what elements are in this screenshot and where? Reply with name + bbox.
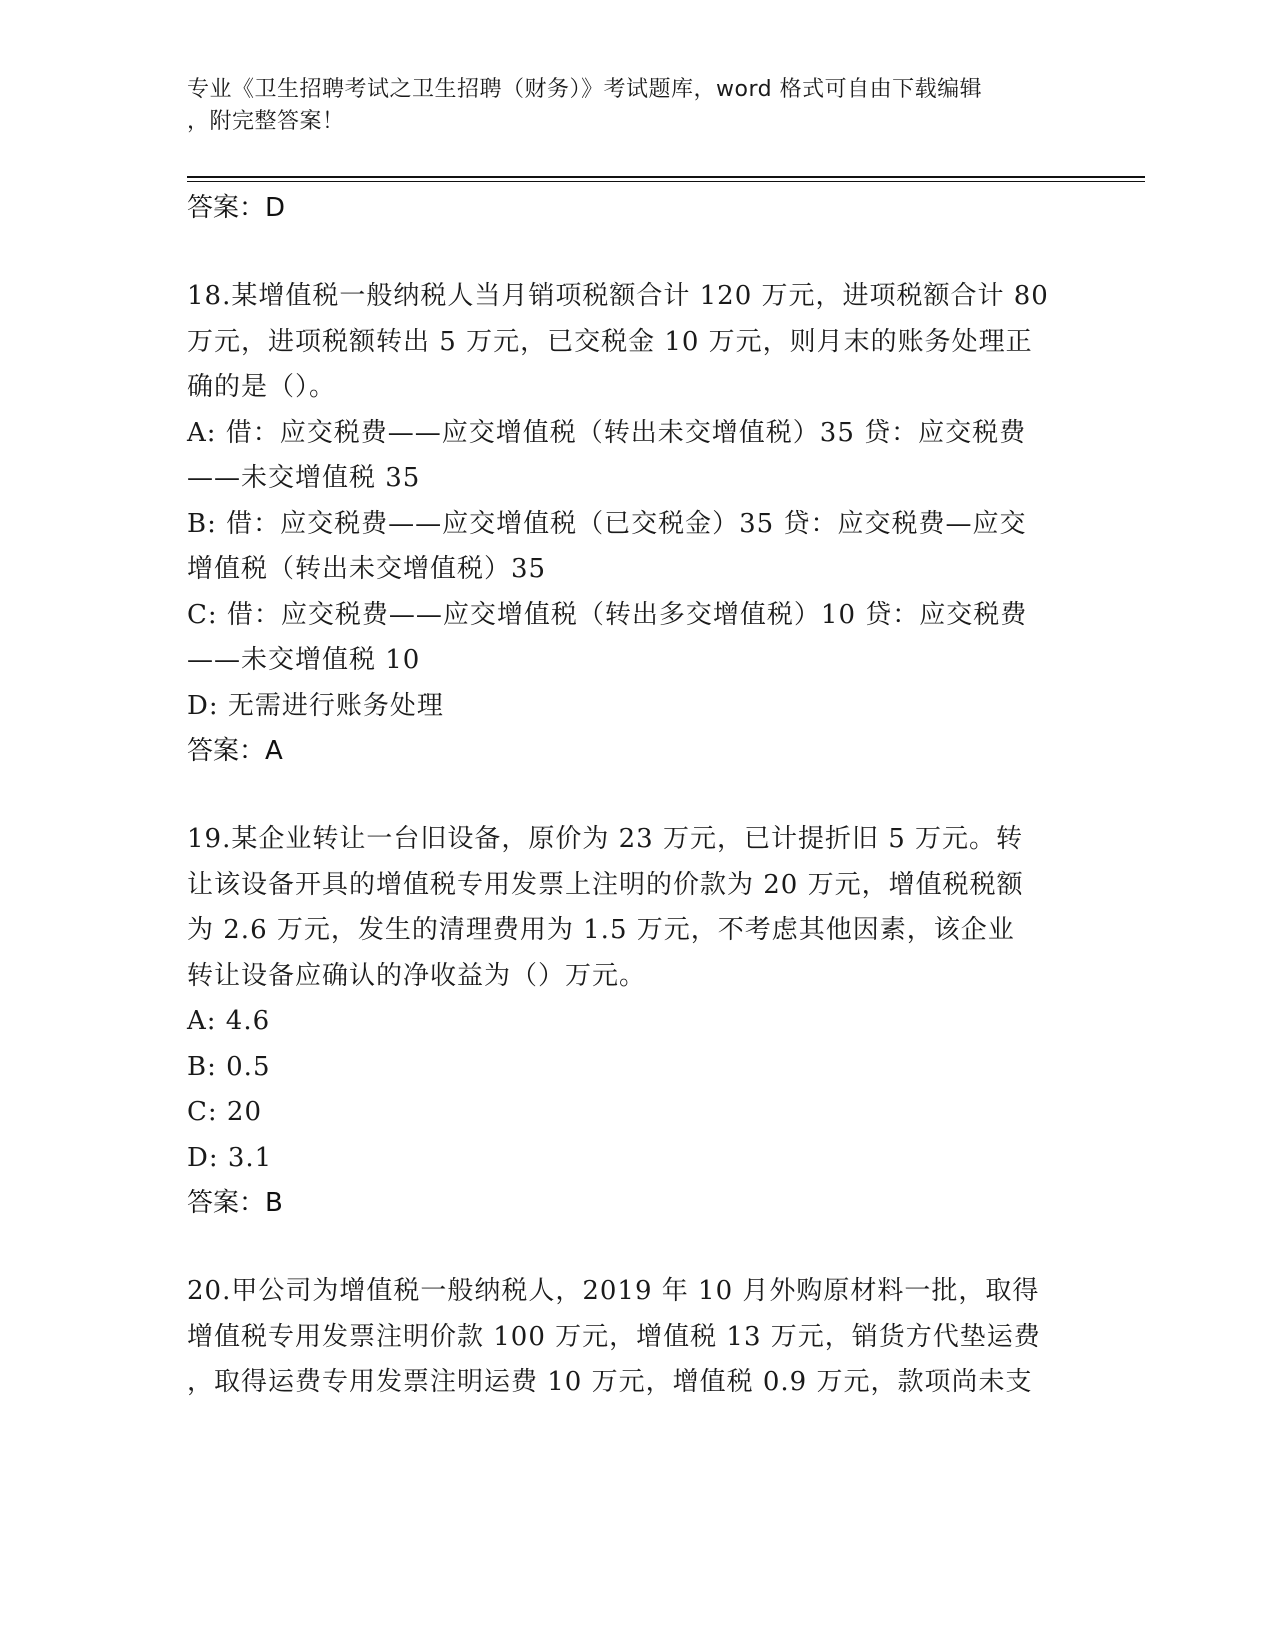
option-a-line: A: 借：应交税费——应交增值税（转出未交增值税）35 贷：应交税费 [187, 417, 1027, 448]
option-c-line: ——未交增值税 10 [187, 645, 421, 675]
question-text-line: 20.甲公司为增值税一般纳税人，2019 年 10 月外购原材料一批，取得 [187, 1276, 1040, 1306]
header-rule-thick [187, 176, 1145, 178]
question-text-line: 为 2.6 万元，发生的清理费用为 1.5 万元，不考虑其他因素，该企业 [187, 915, 1015, 945]
question-18 [187, 274, 1087, 773]
question-19 [187, 817, 1087, 1225]
option-b-line: B: 0.5 [187, 1051, 271, 1082]
answer-label: 答案：A [187, 736, 283, 766]
question-text-line: 18.某增值税一般纳税人当月销项税额合计 120 万元，进项税额合计 80 [187, 281, 1049, 311]
option-b-line: 增值税（转出未交增值税）35 [187, 554, 547, 584]
question-text-line: 转让设备应确认的净收益为（）万元。 [187, 960, 647, 991]
document-body [187, 186, 1087, 1406]
question-text-line: 万元，进项税额转出 5 万元，已交税金 10 万元，则月末的账务处理正 [187, 326, 1033, 357]
answer-label: 答案：D [187, 193, 286, 223]
question-text-line: 19.某企业转让一台旧设备，原价为 23 万元，已计提折旧 5 万元。转 [187, 824, 1024, 854]
header-rule-thin [187, 181, 1145, 182]
option-d-line: D: 无需进行账务处理 [187, 690, 444, 721]
option-d-line: D: 3.1 [187, 1142, 273, 1173]
header-line-2: ，附完整答案！ [187, 109, 345, 134]
question-20 [187, 1269, 1087, 1406]
page-header [187, 74, 1087, 138]
question-text-line: ，取得运费专用发票注明运费 10 万元，增值税 0.9 万元，款项尚未支 [187, 1367, 1033, 1397]
option-a-line: ——未交增值税 35 [187, 463, 421, 493]
spacer [187, 773, 1087, 817]
answer-label: 答案：B [187, 1188, 283, 1218]
header-line-1: 专业《卫生招聘考试之卫生招聘（财务）》考试题库，word 格式可自由下载编辑 [187, 77, 983, 102]
question-text-line: 增值税专用发票注明价款 100 万元，增值税 13 万元，销货方代垫运费 [187, 1321, 1041, 1352]
spacer [187, 1225, 1087, 1269]
option-b-line: B: 借：应交税费——应交增值税（已交税金）35 贷：应交税费—应交 [187, 508, 1027, 539]
spacer [187, 230, 1087, 274]
option-a-line: A: 4.6 [187, 1006, 271, 1036]
option-c-line: C: 借：应交税费——应交增值税（转出多交增值税）10 贷：应交税费 [187, 599, 1028, 630]
question-text-line: 让该设备开具的增值税专用发票上注明的价款为 20 万元，增值税税额 [187, 869, 1024, 900]
question-text-line: 确的是（）。 [187, 372, 337, 402]
option-c-line: C: 20 [187, 1097, 263, 1127]
